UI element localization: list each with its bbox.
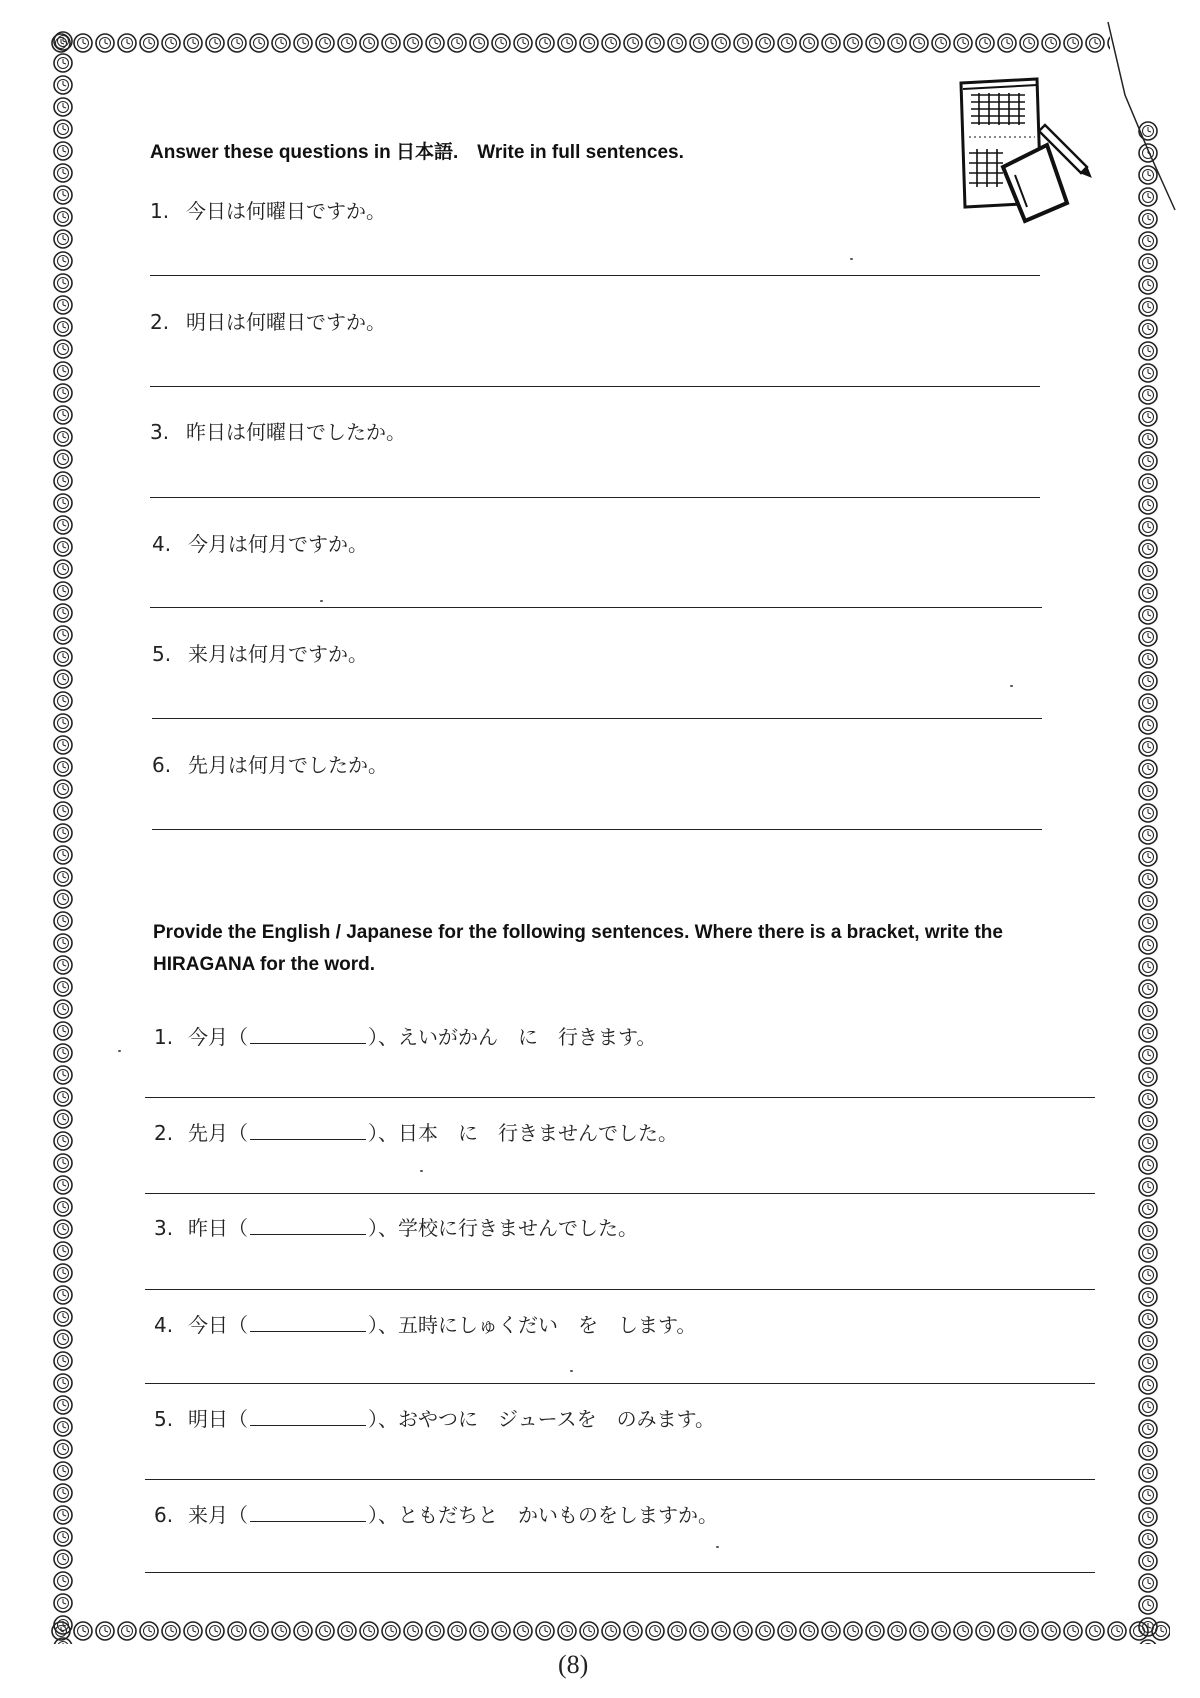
question-text: 先月は何月でしたか。 — [188, 753, 388, 777]
translation-line-3[interactable] — [145, 1289, 1095, 1290]
item-word: 今月 — [188, 1025, 228, 1049]
item-sentence: 、おやつに ジュースを のみます。 — [378, 1407, 715, 1431]
scan-speck — [1010, 685, 1013, 687]
hiragana-blank-6[interactable] — [250, 1505, 366, 1522]
item-number: 1. — [154, 1025, 174, 1049]
item-number: 6. — [154, 1503, 174, 1527]
scan-speck — [716, 1546, 719, 1548]
item-sentence: 、日本 に 行きませんでした。 — [378, 1121, 678, 1145]
item-number: 3. — [154, 1216, 174, 1240]
hiragana-blank-3[interactable] — [250, 1218, 366, 1235]
question-3 — [150, 416, 406, 445]
translation-item-1: 1. 今月（ ）、えいがかん に 行きます。 — [154, 1025, 657, 1049]
item-number: 2. — [154, 1121, 174, 1145]
scan-speck — [420, 1170, 423, 1172]
hiragana-blank-2[interactable] — [250, 1123, 366, 1140]
hiragana-blank-5[interactable] — [250, 1409, 366, 1426]
item-word: 明日 — [188, 1407, 228, 1431]
question-text: 明日は何曜日ですか。 — [186, 310, 386, 334]
answer-line-6[interactable] — [152, 829, 1042, 830]
translation-item-2: 2. 先月（ ）、日本 に 行きませんでした。 — [154, 1121, 678, 1145]
clock-border-left — [50, 30, 76, 1644]
translation-line-4[interactable] — [145, 1383, 1095, 1384]
page-number: (8) — [558, 1650, 589, 1679]
question-text: 今日は何曜日ですか。 — [186, 199, 386, 223]
answer-line-3[interactable] — [150, 497, 1040, 498]
question-2 — [150, 306, 386, 335]
translation-line-2[interactable] — [145, 1193, 1095, 1194]
scan-speck — [118, 1050, 121, 1052]
hiragana-blank-4[interactable] — [250, 1315, 366, 1332]
section2-instruction: Provide the English / Japanese for the following sentences. Where there is a bracket, write the HIRAGANA for the word. — [153, 922, 1003, 975]
item-sentence: 、五時にしゅくだい を します。 — [378, 1313, 697, 1337]
translation-line-6[interactable] — [145, 1572, 1095, 1573]
answer-line-5[interactable] — [152, 718, 1042, 719]
item-sentence: 、えいがかん に 行きます。 — [378, 1025, 657, 1049]
answer-line-4[interactable] — [150, 607, 1042, 608]
question-6 — [152, 749, 388, 778]
clock-border-bottom — [50, 1618, 1170, 1644]
translation-item-6: 6. 来月（ ）、ともだちと かいものをしますか。 — [154, 1503, 718, 1527]
question-number: 5. — [152, 642, 172, 666]
item-number: 5. — [154, 1407, 174, 1431]
item-sentence: 、ともだちと かいものをしますか。 — [378, 1503, 718, 1527]
item-number: 4. — [154, 1313, 174, 1337]
answer-line-1[interactable] — [150, 275, 1040, 276]
calendar-icon — [955, 75, 1095, 225]
hiragana-blank-1[interactable] — [250, 1027, 366, 1044]
translation-item-4: 4. 今日（ ）、五時にしゅくだい を します。 — [154, 1313, 697, 1337]
question-text: 来月は何月ですか。 — [188, 642, 368, 666]
translation-item-5: 5. 明日（ ）、おやつに ジュースを のみます。 — [154, 1407, 715, 1431]
question-number: 3. — [150, 420, 170, 444]
question-number: 2. — [150, 310, 170, 334]
question-number: 1. — [150, 199, 170, 223]
scan-speck — [320, 600, 323, 602]
item-word: 先月 — [188, 1121, 228, 1145]
section1-instruction: Answer these questions in 日本語. Write in full sentences. — [150, 142, 684, 163]
answer-line-2[interactable] — [150, 386, 1040, 387]
translation-line-5[interactable] — [145, 1479, 1095, 1480]
question-4 — [152, 528, 368, 557]
question-text: 今月は何月ですか。 — [188, 532, 368, 556]
item-word: 今日 — [188, 1313, 228, 1337]
scan-speck — [570, 1370, 573, 1372]
question-5 — [152, 638, 368, 667]
item-word: 昨日 — [188, 1216, 228, 1240]
translation-line-1[interactable] — [145, 1097, 1095, 1098]
question-number: 4. — [152, 532, 172, 556]
item-sentence: 、学校に行きませんでした。 — [378, 1216, 638, 1240]
item-word: 来月 — [188, 1503, 228, 1527]
scan-speck — [850, 258, 853, 260]
translation-item-3: 3. 昨日（ ）、学校に行きませんでした。 — [154, 1216, 638, 1240]
clock-border-right — [1135, 120, 1161, 1644]
question-1 — [150, 195, 386, 224]
question-number: 6. — [152, 753, 172, 777]
question-text: 昨日は何曜日でしたか。 — [186, 420, 406, 444]
